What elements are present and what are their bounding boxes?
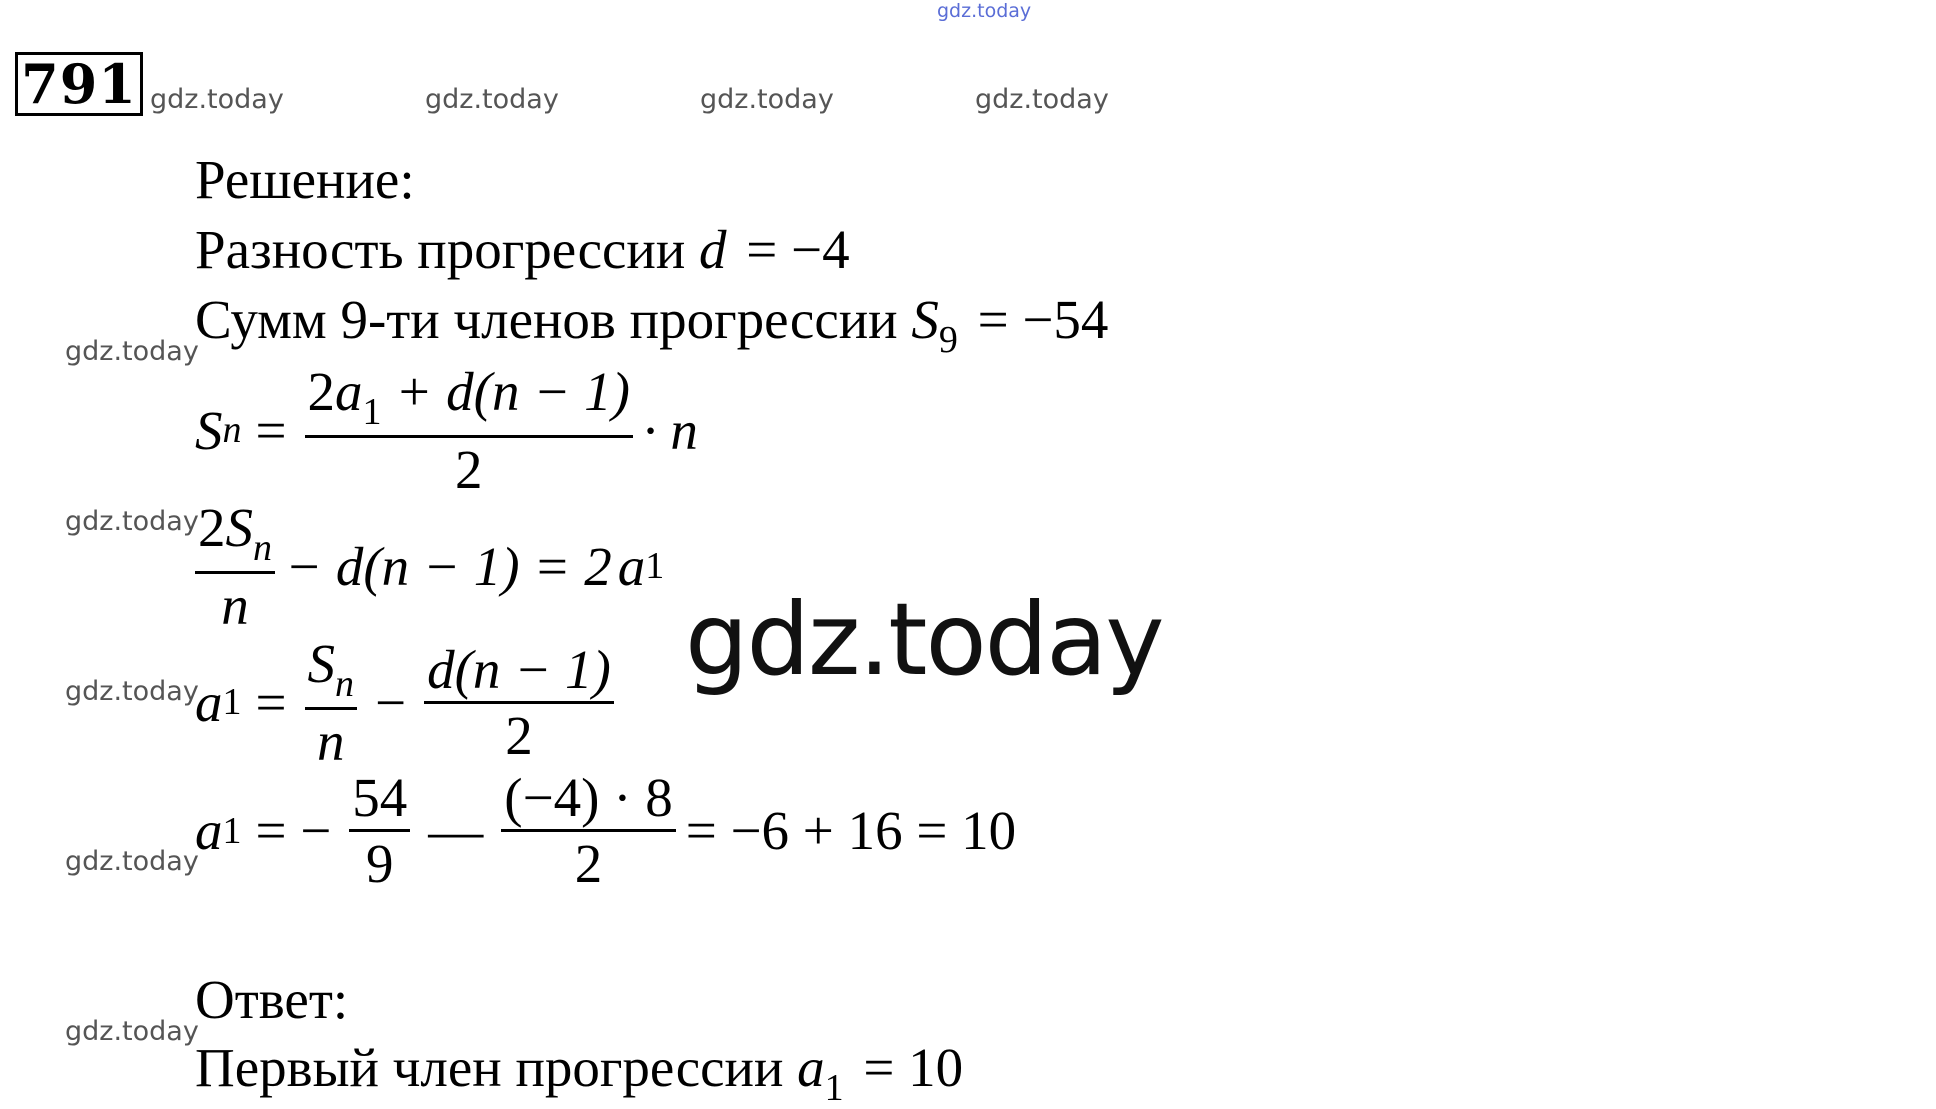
watermark-row-3: gdz.today <box>700 84 834 115</box>
f2-rhs-sub: 1 <box>645 545 665 588</box>
sum-text: Сумм 9-ти членов прогрессии <box>195 289 912 350</box>
watermark-row-2: gdz.today <box>425 84 559 115</box>
sum-var: S <box>911 289 939 350</box>
f1-eq: = <box>255 399 287 461</box>
formula-calculation <box>195 766 1022 896</box>
f1-denominator: 2 <box>454 438 483 500</box>
f3-lhs-var: a <box>195 671 223 733</box>
watermark-row-1: gdz.today <box>150 84 284 115</box>
solution-heading: Решение: <box>195 149 415 210</box>
f1-num-a: 2 <box>307 361 336 422</box>
f3-frac1-numerator <box>305 632 358 707</box>
sum-value: = −54 <box>977 289 1109 350</box>
answer-text: Первый член прогрессии <box>195 1037 798 1098</box>
watermark-left-3: gdz.today <box>65 676 199 707</box>
problem-number: 791 <box>15 52 143 116</box>
f1-num-var: a <box>335 361 363 422</box>
difference-value: = −4 <box>746 219 850 280</box>
f3-lhs-sub: 1 <box>222 681 242 724</box>
formula-first-term <box>195 632 618 773</box>
f4-frac2-numerator: (−4) · 8 <box>504 767 673 828</box>
f2-rhs-var: a <box>617 535 646 597</box>
f3-frac2-numerator: d(n − 1) <box>427 638 611 700</box>
watermark-left-2: gdz.today <box>65 506 199 537</box>
difference-var: d <box>699 219 727 280</box>
f4-frac2-denominator: 2 <box>574 833 603 895</box>
f2-num-a: 2 <box>198 497 226 558</box>
f3-frac1-num-sub: n <box>335 663 355 705</box>
f2-fraction <box>195 496 275 637</box>
sum-sub: 9 <box>938 319 958 361</box>
f1-fraction <box>305 360 633 501</box>
watermark-left-4: gdz.today <box>65 846 199 877</box>
answer-var: a <box>797 1037 825 1098</box>
f4-minus: — <box>428 800 484 862</box>
f3-fraction-1 <box>305 632 358 773</box>
f1-tail: · n <box>642 399 698 461</box>
f3-minus: − <box>375 671 407 733</box>
watermark-row-4: gdz.today <box>975 84 1109 115</box>
f4-lhs-var: a <box>195 800 223 862</box>
f4-fraction-1 <box>349 766 410 896</box>
f2-numerator <box>195 496 275 571</box>
answer-heading: Ответ: <box>195 969 349 1030</box>
f2-mid: − d(n − 1) = 2 <box>285 535 612 597</box>
f1-lhs-sub: n <box>222 409 242 452</box>
f1-lhs-var: S <box>195 399 223 461</box>
f2-denominator: n <box>221 574 249 636</box>
sum-line <box>195 289 1114 361</box>
f4-lhs-sub: 1 <box>222 809 242 852</box>
f4-frac1-denominator: 9 <box>366 833 394 895</box>
watermark-left-5: gdz.today <box>65 1016 199 1047</box>
watermark-top: gdz.today <box>937 0 1032 22</box>
f3-frac2-denominator: 2 <box>505 704 533 766</box>
f1-num-rest: + d(n − 1) <box>381 361 630 422</box>
difference-line <box>195 219 856 280</box>
f2-num-sub: n <box>253 527 272 569</box>
f3-frac1-num-var: S <box>307 633 336 694</box>
f3-eq: = <box>255 671 287 733</box>
f1-numerator <box>305 360 633 435</box>
formula-double-sum <box>195 496 664 637</box>
difference-text: Разность прогрессии <box>195 219 700 280</box>
formula-sum-n <box>195 360 704 501</box>
f3-frac1-denominator: n <box>317 710 345 772</box>
f3-fraction-2 <box>424 638 614 768</box>
f4-fraction-2 <box>501 766 675 896</box>
f4-frac1-numerator: 54 <box>352 767 408 828</box>
answer-sub: 1 <box>824 1067 844 1109</box>
answer-value: = 10 <box>863 1037 964 1098</box>
f4-result: = −6 + 16 = 10 <box>685 800 1017 862</box>
f4-eq: = − <box>255 800 332 862</box>
f1-num-sub: 1 <box>362 391 382 433</box>
watermark-big: gdz.today <box>685 581 1163 698</box>
f2-num-var: S <box>225 497 253 558</box>
watermark-left-1: gdz.today <box>65 336 199 367</box>
